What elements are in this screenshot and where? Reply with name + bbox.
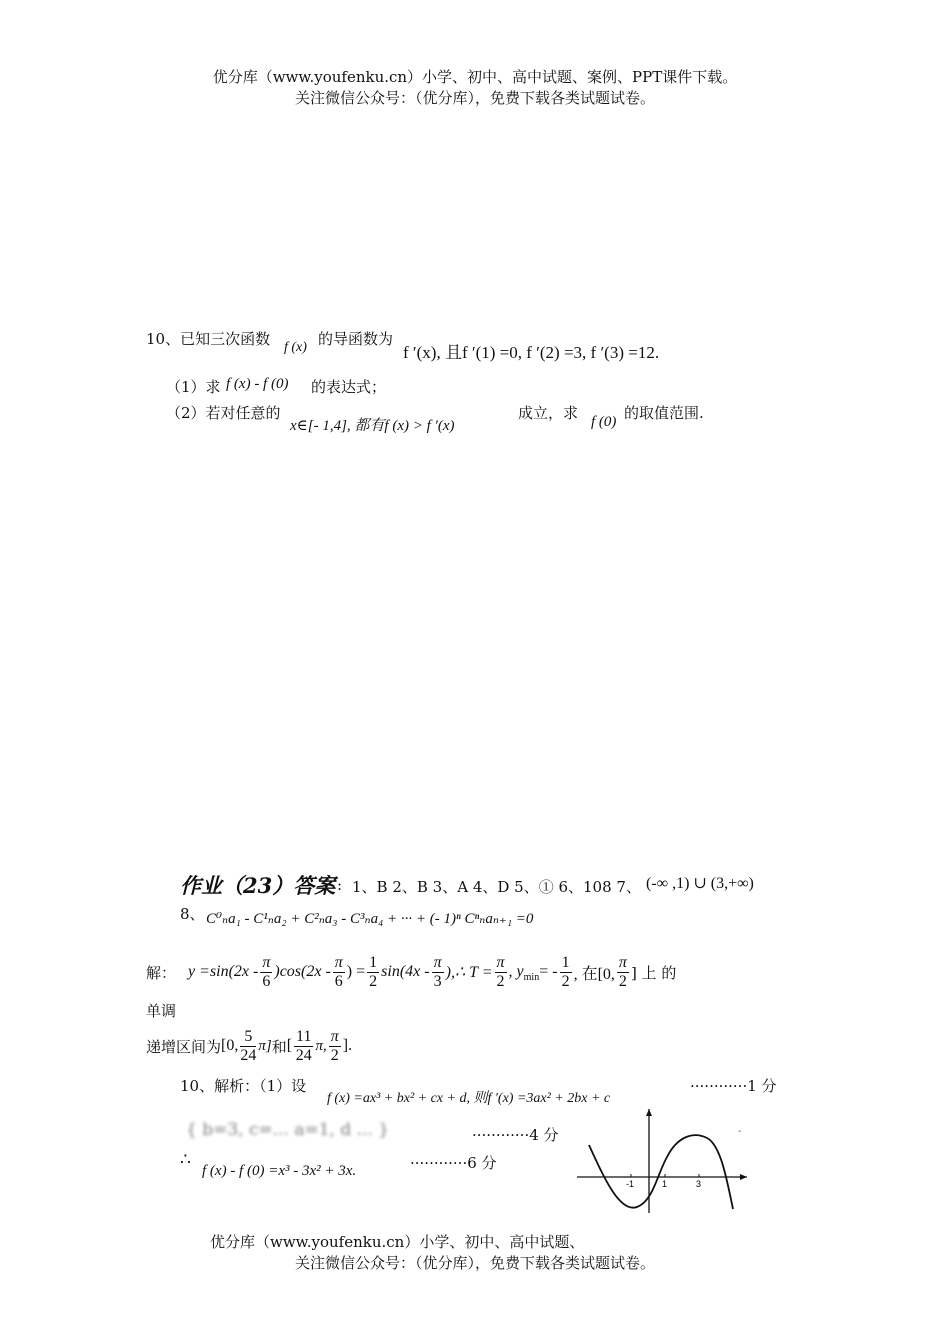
answer-8-label: 8、 (180, 905, 205, 923)
tick-label-3: 3 (696, 1179, 702, 1189)
interval-b-open: [ (286, 1037, 293, 1054)
solution-in: , 在[0, (573, 965, 615, 983)
fraction-pi-2-a: $\frac{\pi}{2}$ (496, 953, 505, 990)
answer-8-expr: C⁰ₙa₁ - C¹ₙa₂ + C²ₙa₃ - C³ₙa₄ + ··· + (- 1)ⁿ Cⁿₙaₙ₊₁ =0 (206, 911, 534, 927)
part-1-label: （1）求 (166, 378, 221, 396)
fraction-pi-2-b: $\frac{\pi}{2}$ (618, 953, 627, 990)
solution-T: ),∴ T = (445, 964, 493, 981)
interval-b-pi: π, (315, 1037, 327, 1054)
answers-colon: : (337, 876, 343, 894)
problem-10-fx: f (x) (284, 340, 307, 355)
solution-10-label: 10、解析：（1）设 (180, 1077, 307, 1095)
solution-eq: ) = (346, 963, 366, 980)
solution-line (146, 950, 676, 994)
fraction-1-2-a: $\frac{1}{2}$ (369, 953, 378, 990)
problem-10-condition: f ′(x), 且f ′(1) =0, f ′(2) =3, f ′(3) =12. (403, 343, 660, 362)
solution-dandiao: 单调 (146, 1002, 177, 1020)
tick-label-neg1: -1 (626, 1179, 635, 1189)
part-2-f0: f (0) (591, 414, 617, 430)
interval-a-open: [0, (221, 1037, 239, 1054)
cubic-graph (575, 1105, 750, 1215)
solution-y: y =sin(2x - (188, 963, 259, 980)
header-line-2: 关注微信公众号：（优分库），免费下载各类试题试卷。 (294, 89, 655, 107)
part-1-end: 的表达式； (311, 378, 387, 396)
increasing-interval-line (146, 1024, 352, 1068)
answers-title: 作业（23）答案 (180, 873, 336, 898)
therefore-symbol: ∴ (180, 1150, 191, 1170)
part-2-end: 的取值范围. (624, 404, 704, 422)
solution-eq2: = - (539, 963, 558, 980)
fraction-11-24: $\frac{11}{24}$ (295, 1027, 312, 1064)
solution-ymin: , y (508, 963, 524, 980)
interval-and: 和 (271, 1037, 287, 1056)
solution-on: ] 上 的 (630, 963, 677, 982)
solution-sin: sin(4x - (381, 963, 430, 980)
problem-10-mid: 的导函数为 (318, 330, 394, 348)
part-2-mid: 成立，求 (518, 404, 579, 422)
solution-10-expr: f (x) =ax³ + bx² + cx + d, 则f ′(x) =3ax² + 2bx + c (327, 1091, 611, 1106)
tick-label-1: 1 (662, 1179, 668, 1189)
y-axis-arrow (646, 1109, 652, 1116)
stray-mark: - (738, 1126, 742, 1137)
x-axis-arrow (740, 1174, 747, 1180)
footer-line-1: 优分库（www.youfenku.cn）小学、初中、高中试题、 (210, 1233, 585, 1251)
solution-10-result: f (x) - f (0) =x³ - 3x² + 3x. (202, 1163, 357, 1179)
fraction-pi-2-c: $\frac{\pi}{2}$ (330, 1027, 339, 1064)
fraction-5-24: $\frac{5}{24}$ (240, 1027, 257, 1064)
interval-b-close: ]. (342, 1037, 353, 1054)
fraction-1-2-b: $\frac{1}{2}$ (561, 953, 570, 990)
curve (589, 1135, 733, 1209)
part-1-expr: f (x) - f (0) (226, 376, 289, 392)
part-2-expr: x∈[- 1,4], 都有f (x) > f ′(x) (290, 418, 455, 434)
increasing-label: 递增区间为 (146, 1037, 222, 1056)
header-line-1: 优分库（www.youfenku.cn）小学、初中、高中试题、案例、PPT课件下载。 (212, 68, 738, 86)
solution-cos: )cos(2x - (274, 963, 331, 980)
footer-line-2: 关注微信公众号：（优分库），免费下载各类试题试卷。 (294, 1254, 655, 1272)
ymin-subscript: min (523, 971, 540, 983)
solution-label: 解： (146, 963, 177, 982)
score-1: ············1 分 (690, 1077, 777, 1095)
fraction-pi-6-a: $\frac{\pi}{6}$ (262, 953, 271, 990)
score-2: ············4 分 (472, 1126, 559, 1144)
part-2-label: （2）若对任意的 (166, 404, 281, 422)
score-3: ············6 分 (410, 1154, 497, 1172)
answer-7-interval: (-∞ ,1) ∪ (3,+∞) (646, 875, 754, 892)
interval-a-close: π] (258, 1037, 272, 1054)
blurred-system: { b=3, c=... a=1, d ... } (186, 1120, 390, 1140)
answers-list: 1、B 2、B 3、A 4、D 5、① 6、108 7、 (352, 878, 641, 896)
fraction-pi-3: $\frac{\pi}{3}$ (433, 953, 442, 990)
problem-10-intro: 10、已知三次函数 (146, 330, 271, 348)
fraction-pi-6-b: $\frac{\pi}{6}$ (334, 953, 343, 990)
